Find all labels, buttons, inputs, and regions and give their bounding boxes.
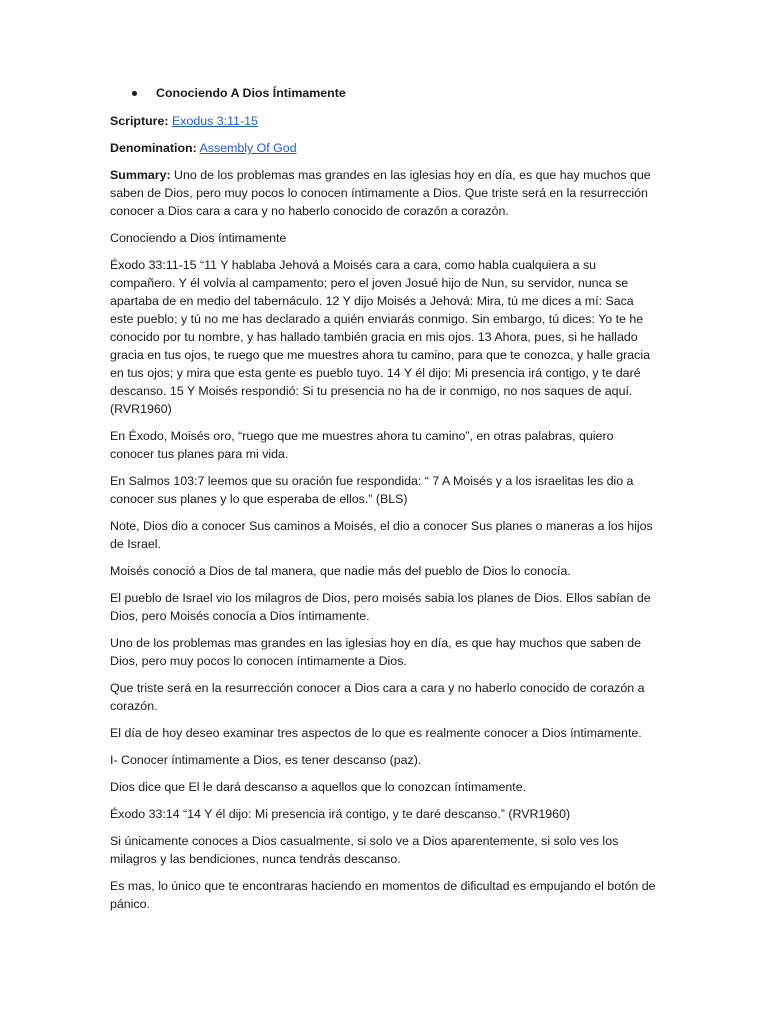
sermon-title: Conociendo A Dios Íntimamente [156, 86, 346, 100]
body-paragraph: Moisés conoció a Dios de tal manera, que nadie más del pueblo de Dios lo conocía. [110, 564, 571, 578]
document-page [110, 84, 660, 922]
body-paragraph: Si únicamente conoces a Dios casualmente, si solo ve a Dios aparentemente, si solo ves los milagros y las bendiciones, nunca tendrás descanso. [110, 834, 619, 866]
body-paragraph: Uno de los problemas mas grandes en las iglesias hoy en día, es que hay muchos que saben de Dios, pero muy pocos lo conocen íntimamente a Dios. [110, 636, 642, 668]
summary-label: Summary: [110, 168, 171, 182]
summary-text: Uno de los problemas mas grandes en las iglesias hoy en día, es que hay muchos que saben de Dios, pero muy pocos lo conocen íntimamente a Dios. Que triste será en la resurrección conocer a Dios cara a cara y no haberlo conocido de corazón a corazón. [110, 168, 651, 218]
denomination-link[interactable]: Assembly Of God [199, 141, 297, 155]
body-paragraph: Dios dice que El le dará descanso a aquellos que lo conozcan íntimamente. [110, 780, 527, 794]
sermon-title-item [110, 84, 660, 102]
scripture-line [110, 112, 660, 130]
scripture-label: Scripture: [110, 114, 169, 128]
body-paragraph: Éxodo 33:14 “14 Y él dijo: Mi presencia irá contigo, y te daré descanso.” (RVR1960) [110, 807, 571, 821]
body-paragraph: Que triste será en la resurrección conocer a Dios cara a cara y no haberlo conocido de corazón a corazón. [110, 681, 645, 713]
scripture-link[interactable]: Exodus 3:11-15 [171, 114, 258, 128]
body-paragraph: I- Conocer íntimamente a Dios, es tener descanso (paz). [110, 753, 422, 767]
body-paragraph: Es mas, lo único que te encontraras haciendo en momentos de dificultad es empujando el botón de pánico. [110, 879, 656, 911]
summary-paragraph [110, 166, 660, 220]
body-paragraph: Conociendo a Dios íntimamente [110, 231, 287, 245]
body-paragraph: Éxodo 33:11-15 “11 Y hablaba Jehová a Moisés cara a cara, como habla cualquiera a su compañero. Y él volvía al campamento; pero el joven Josué hijo de Nun, su servidor, nunca se apartaba de en medio del tabernáculo. 12 Y dijo Moisés a Jehová: Mira, tú me dices a mí: Saca este pueblo; y tú no me has declarado a quién enviarás conmigo. Sin embargo, tú dices: Yo te he conocido por tu nombre, y has hallado también gracia en mis ojos. 13 Ahora, pues, si he hallado gracia en tus ojos, te ruego que me muestres ahora tu camino, para que te conozca, y halle gracia en tus ojos; y mira que esta gente es pueblo tuyo. 14 Y él dijo: Mi presencia irá contigo, y te daré descanso. 15 Y Moisés respondió: Si tu presencia no ha de ir conmigo, no nos saques de aquí. (RVR1960) [110, 258, 650, 416]
body-paragraph: El día de hoy deseo examinar tres aspectos de lo que es realmente conocer a Dios íntimamente. [110, 726, 642, 740]
bullet-icon [132, 91, 137, 96]
body-paragraph: El pueblo de Israel vio los milagros de Dios, pero moisés sabia los planes de Dios. Ellos sabían de Dios, pero Moisés conocía a Dios íntimamente. [110, 591, 651, 623]
denomination-line [110, 139, 660, 157]
body-paragraph: En Éxodo, Moisés oro, “ruego que me muestres ahora tu camino”, en otras palabras, quiero conocer tus planes para mi vida. [110, 429, 614, 461]
denomination-label: Denomination: [110, 141, 197, 155]
body-paragraph: Note, Dios dio a conocer Sus caminos a Moisés, el dio a conocer Sus planes o maneras a los hijos de Israel. [110, 519, 653, 551]
body-paragraph: En Salmos 103:7 leemos que su oración fue respondida: “ 7 A Moisés y a los israelitas les dio a conocer sus planes y lo que esperaba de ellos.” (BLS) [110, 474, 634, 506]
